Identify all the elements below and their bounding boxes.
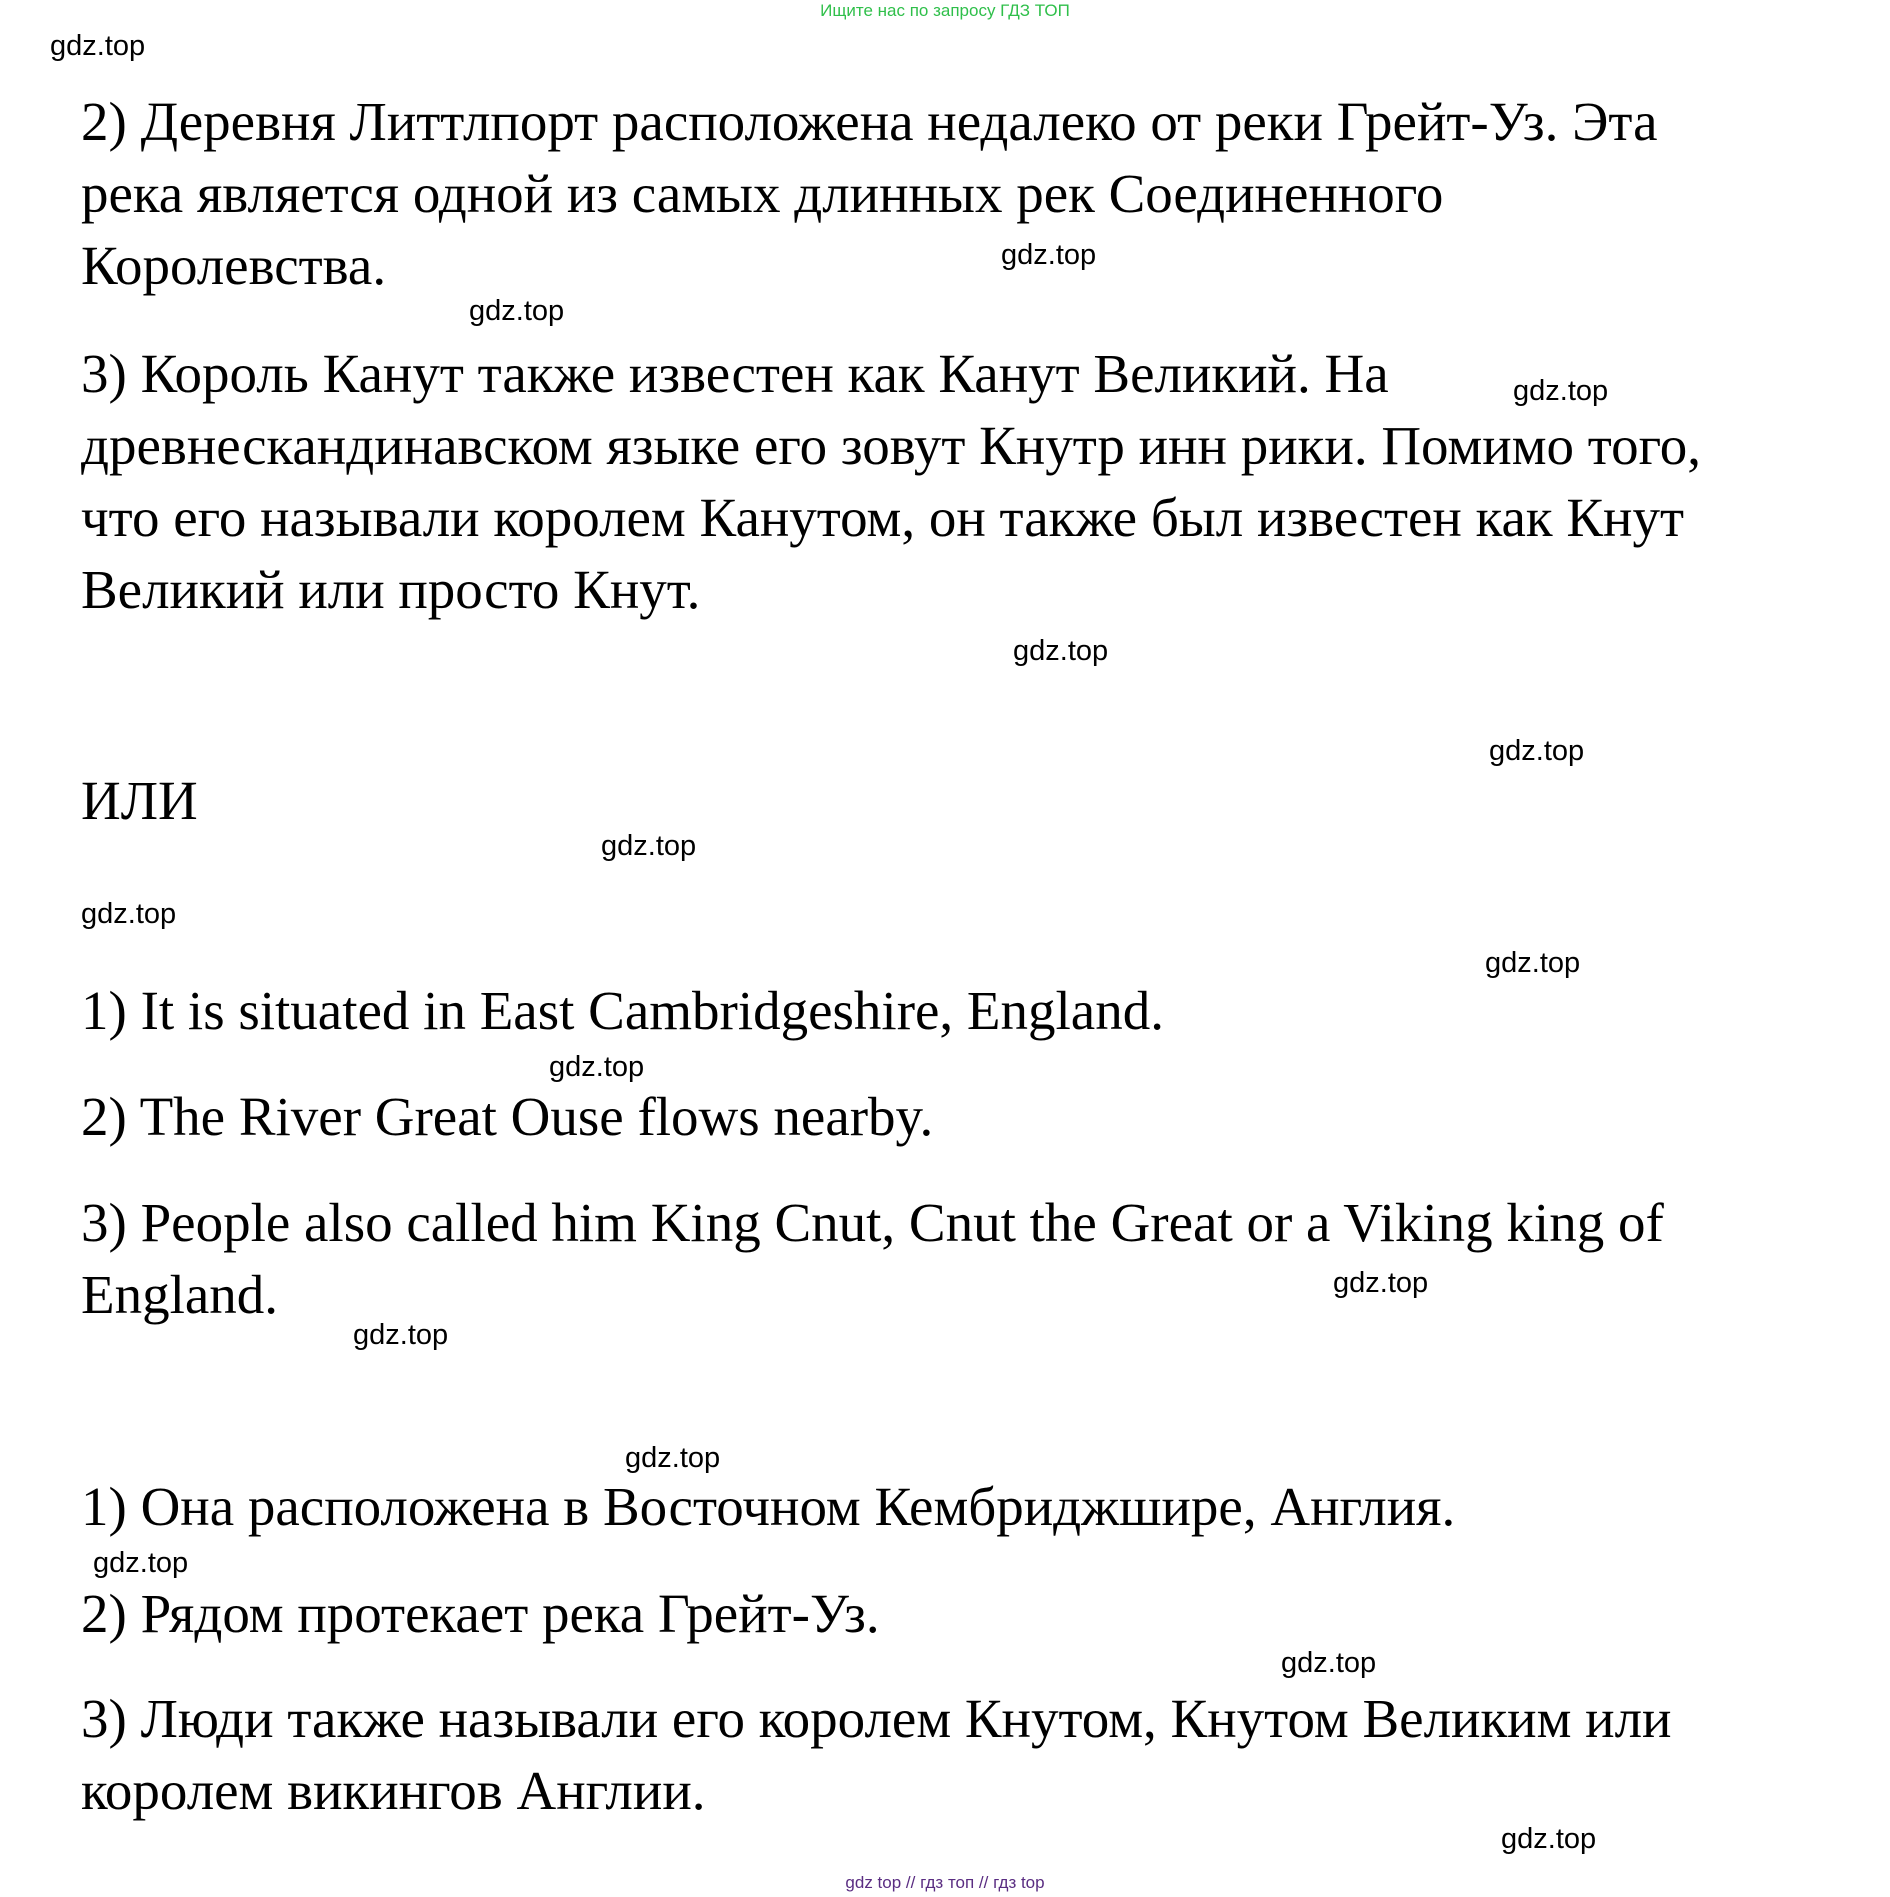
en-answer-3: 3) People also called him King Cnut, Cnut the Great or a Viking king of England.: [81, 1192, 1664, 1325]
watermark: gdz.top: [469, 295, 565, 327]
footer-links: gdz top // гдз топ // гдз top: [845, 1873, 1045, 1892]
ru-answer-2: 2) Рядом протекает река Грейт-Уз.: [81, 1583, 880, 1644]
ru-paragraph-2: 2) Деревня Литтлпорт расположена недалеко от реки Грейт-Уз. Эта река является одной из самых длинных рек Соединенного Королевства.: [81, 91, 1658, 296]
watermark: gdz.top: [1013, 635, 1109, 667]
en-answer-2: 2) The River Great Ouse flows nearby.: [81, 1086, 934, 1147]
search-banner: Ищите нас по запросу ГДЗ ТОП: [820, 1, 1070, 20]
watermark: gdz.top: [1501, 1823, 1597, 1855]
watermark: gdz.top: [549, 1051, 645, 1083]
watermark: gdz.top: [93, 1547, 189, 1579]
separator-or: ИЛИ: [81, 770, 198, 831]
ru-answer-3: 3) Люди также называли его королем Кнутом, Кнутом Великим или королем викингов Англии.: [81, 1688, 1672, 1821]
en-answer-1: 1) It is situated in East Cambridgeshire, England.: [81, 980, 1164, 1041]
watermark: gdz.top: [625, 1442, 721, 1474]
ru-paragraph-3: 3) Король Канут также известен как Канут Великий. На древнескандинавском языке его зовут Кнутр инн рики. Помимо того, что его называли королем Канутом, он также был известен как Кнут Великий или просто Кнут.: [81, 343, 1702, 620]
watermark: gdz.top: [1513, 375, 1609, 407]
watermark: gdz.top: [1489, 735, 1585, 767]
watermark: gdz.top: [353, 1319, 449, 1351]
watermark: gdz.top: [50, 30, 146, 62]
watermark: gdz.top: [1281, 1647, 1377, 1679]
watermark: gdz.top: [81, 898, 177, 930]
watermark: gdz.top: [1333, 1267, 1429, 1299]
ru-answer-1: 1) Она расположена в Восточном Кембриджшире, Англия.: [81, 1476, 1456, 1537]
watermark: gdz.top: [1485, 947, 1581, 979]
watermark: gdz.top: [1001, 239, 1097, 271]
watermark: gdz.top: [601, 830, 697, 862]
